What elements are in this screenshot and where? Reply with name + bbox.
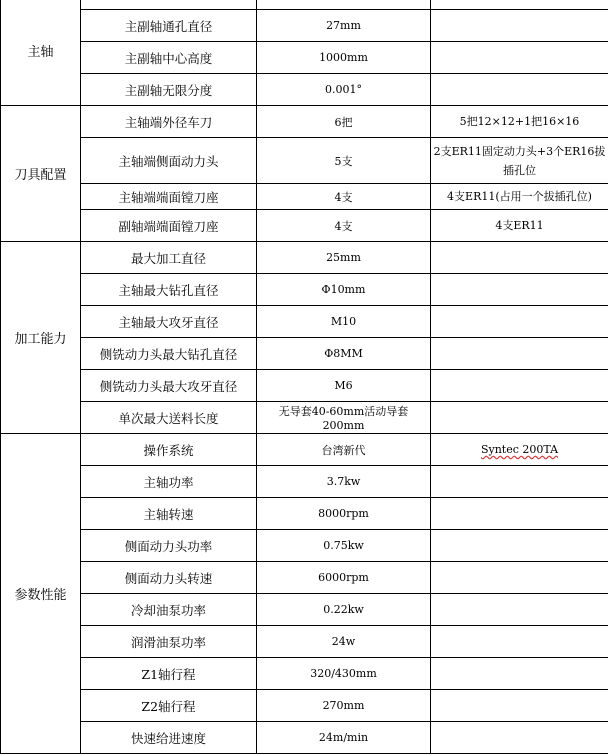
note-cell xyxy=(431,274,608,306)
value-cell: Φ10mm xyxy=(257,274,431,306)
table-row xyxy=(1,42,608,74)
note-cell xyxy=(431,530,608,562)
item-cell: 润滑油泵功率 xyxy=(81,626,257,658)
value-cell: 4支 xyxy=(257,184,431,210)
table-row xyxy=(1,106,608,138)
table-row xyxy=(1,594,608,626)
table-row xyxy=(1,242,608,274)
table-row xyxy=(1,498,608,530)
value-cell: 8000rpm xyxy=(257,498,431,530)
value-cell: 24w xyxy=(257,626,431,658)
item-cell: 主轴最大攻牙直径 xyxy=(81,306,257,338)
item-cell: 冷却油泵功率 xyxy=(81,594,257,626)
value-cell: 3.7kw xyxy=(257,466,431,498)
note-cell xyxy=(431,306,608,338)
table-row xyxy=(1,434,608,466)
note-cell xyxy=(431,434,608,466)
item-cell: 主轴端外径车刀 xyxy=(81,106,257,138)
table-row xyxy=(1,690,608,722)
item-cell: 侧铣动力头最大钻孔直径 xyxy=(81,338,257,370)
value-cell: 1000mm xyxy=(257,42,431,74)
item-cell: 侧铣动力头最大攻牙直径 xyxy=(81,370,257,402)
value-cell xyxy=(257,0,431,10)
table-row xyxy=(1,0,608,10)
item-cell: 快速给进速度 xyxy=(81,722,257,754)
table-row xyxy=(1,562,608,594)
table-row xyxy=(1,10,608,42)
value-cell: M6 xyxy=(257,370,431,402)
value-cell: 6000rpm xyxy=(257,562,431,594)
value-cell: 0.75kw xyxy=(257,530,431,562)
value-cell: M10 xyxy=(257,306,431,338)
table-row xyxy=(1,402,608,434)
note-cell xyxy=(431,242,608,274)
value-cell: 无导套40-60mm活动导套200mm xyxy=(257,402,431,434)
table-row xyxy=(1,306,608,338)
value-cell: 0.22kw xyxy=(257,594,431,626)
value-cell: 0.001° xyxy=(257,74,431,106)
item-cell: 主轴最大钻孔直径 xyxy=(81,274,257,306)
table-row xyxy=(1,210,608,242)
os-model-text: Syntec 200TA xyxy=(480,443,559,456)
table-row xyxy=(1,370,608,402)
item-cell: 主轴转速 xyxy=(81,498,257,530)
value-cell: 25mm xyxy=(257,242,431,274)
table-row xyxy=(1,466,608,498)
value-cell: 270mm xyxy=(257,690,431,722)
note-cell xyxy=(431,626,608,658)
note-cell xyxy=(431,594,608,626)
note-cell xyxy=(431,690,608,722)
note-cell xyxy=(431,10,608,42)
item-cell: 最大加工直径 xyxy=(81,242,257,274)
item-cell: 主轴功率 xyxy=(81,466,257,498)
note-cell xyxy=(431,722,608,754)
note-cell xyxy=(431,562,608,594)
item-cell: Z1轴行程 xyxy=(81,658,257,690)
value-cell: 5支 xyxy=(257,138,431,184)
table-row xyxy=(1,274,608,306)
note-cell xyxy=(431,370,608,402)
note-cell xyxy=(431,658,608,690)
table-row xyxy=(1,530,608,562)
note-cell xyxy=(431,466,608,498)
note-cell xyxy=(431,42,608,74)
item-cell: 单次最大送料长度 xyxy=(81,402,257,434)
table-row xyxy=(1,338,608,370)
table-row xyxy=(1,626,608,658)
item-cell: 主轴端端面镗刀座 xyxy=(81,184,257,210)
category-cell: 加工能力 xyxy=(1,242,81,434)
value-cell: 4支 xyxy=(257,210,431,242)
table-row xyxy=(1,184,608,210)
note-cell xyxy=(431,0,608,10)
value-cell: 27mm xyxy=(257,10,431,42)
item-cell: 主副轴通孔直径 xyxy=(81,10,257,42)
note-cell xyxy=(431,74,608,106)
category-cell: 刀具配置 xyxy=(1,106,81,242)
note-cell: 4支ER11 xyxy=(431,210,608,242)
item-cell: 主副轴中心高度 xyxy=(81,42,257,74)
category-cell: 主轴 xyxy=(1,0,81,106)
table-row xyxy=(1,658,608,690)
value-cell: 24m/min xyxy=(257,722,431,754)
table-row xyxy=(1,138,608,184)
value-cell: Φ8MM xyxy=(257,338,431,370)
item-cell: 侧面动力头转速 xyxy=(81,562,257,594)
note-cell: 5把12×12+1把16×16 xyxy=(431,106,608,138)
note-cell xyxy=(431,338,608,370)
value-cell: 6把 xyxy=(257,106,431,138)
item-cell: 操作系统 xyxy=(81,434,257,466)
item-cell: 副轴端端面镗刀座 xyxy=(81,210,257,242)
table-row xyxy=(1,722,608,754)
category-cell: 参数性能 xyxy=(1,434,81,754)
table-row xyxy=(1,74,608,106)
note-cell xyxy=(431,402,608,434)
note-cell xyxy=(431,498,608,530)
value-cell: 台湾新代 xyxy=(257,434,431,466)
value-cell: 320/430mm xyxy=(257,658,431,690)
item-cell: 侧面动力头功率 xyxy=(81,530,257,562)
note-cell: 2支ER11固定动力头+3个ER16拔插孔位 xyxy=(431,138,608,184)
item-cell: 主轴端侧面动力头 xyxy=(81,138,257,184)
note-cell: 4支ER11(占用一个拔插孔位) xyxy=(431,184,608,210)
item-cell xyxy=(81,0,257,10)
item-cell: Z2轴行程 xyxy=(81,690,257,722)
item-cell: 主副轴无限分度 xyxy=(81,74,257,106)
